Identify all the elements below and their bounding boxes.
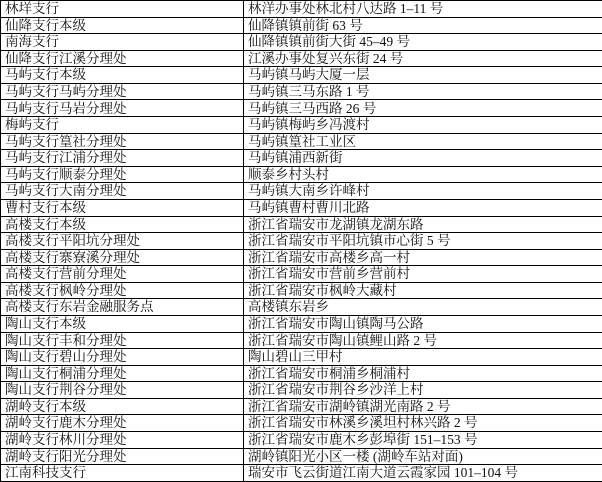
branch-name-cell: 湖岭支行阳光分理处 <box>1 448 244 465</box>
table-row <box>1 216 602 233</box>
branch-name-cell: 高楼支行枫岭分理处 <box>1 282 244 299</box>
table-row <box>1 282 602 299</box>
branch-name-cell: 湖岭支行林川分理处 <box>1 432 244 449</box>
branch-name-cell: 仙降支行江溪分理处 <box>1 50 244 67</box>
table-row <box>1 150 602 167</box>
branch-name-cell: 南海支行 <box>1 34 244 51</box>
branch-address-cell: 浙江省瑞安市荆谷乡沙洋上村 <box>244 382 602 399</box>
branch-name-cell: 高楼支行平阳坑分理处 <box>1 233 244 250</box>
table-row <box>1 1 602 18</box>
table-row <box>1 199 602 216</box>
branch-name-cell: 马屿支行大南分理处 <box>1 183 244 200</box>
branch-name-cell: 湖岭支行本级 <box>1 398 244 415</box>
table-row <box>1 249 602 266</box>
table-row <box>1 299 602 316</box>
branch-name-cell: 陶山支行荆谷分理处 <box>1 382 244 399</box>
table-row <box>1 83 602 100</box>
branch-address-cell: 浙江省瑞安市枫岭大藏村 <box>244 282 602 299</box>
branch-name-cell: 高楼支行营前分理处 <box>1 266 244 283</box>
table-row <box>1 166 602 183</box>
branch-address-cell: 浙江省瑞安市龙湖镇龙湖东路 <box>244 216 602 233</box>
branch-address-cell: 浙江省瑞安市陶山镇鲤山路 2 号 <box>244 332 602 349</box>
table-row <box>1 100 602 117</box>
branch-address-cell: 浙江省瑞安市平阳坑镇市心街 5 号 <box>244 233 602 250</box>
branch-name-cell: 马屿支行马岩分理处 <box>1 100 244 117</box>
table-row <box>1 432 602 449</box>
table-row <box>1 233 602 250</box>
branch-address-cell: 浙江省瑞安市营前乡营前村 <box>244 266 602 283</box>
branch-address-cell: 林洋办事处林北村八达路 1–11 号 <box>244 1 602 18</box>
table-row <box>1 332 602 349</box>
branch-address-cell: 浙江省瑞安市湖岭镇湖光南路 2 号 <box>244 398 602 415</box>
branch-address-cell: 马屿镇梅屿乡冯渡村 <box>244 117 602 134</box>
branch-name-cell: 仙降支行本级 <box>1 17 244 34</box>
branch-address-cell: 马屿镇三马东路 1 号 <box>244 83 602 100</box>
table-row <box>1 315 602 332</box>
branch-name-cell: 陶山支行桐浦分理处 <box>1 365 244 382</box>
table-row <box>1 34 602 51</box>
branch-address-cell: 瑞安市飞云街道江南大道云霞家园 101–104 号 <box>244 465 602 482</box>
table-row <box>1 415 602 432</box>
table-row <box>1 50 602 67</box>
branch-address-cell: 浙江省瑞安市鹿木乡彭埠街 151–153 号 <box>244 432 602 449</box>
branch-name-cell: 陶山支行本级 <box>1 315 244 332</box>
branch-address-cell: 浙江省瑞安市高楼乡高一村 <box>244 249 602 266</box>
branch-name-cell: 陶山支行丰和分理处 <box>1 332 244 349</box>
table-row <box>1 117 602 134</box>
branch-address-cell: 江溪办事处复兴东街 24 号 <box>244 50 602 67</box>
branch-address-cell: 仙降镇镇前街大街 45–49 号 <box>244 34 602 51</box>
branch-address-cell: 马屿镇曹村曹川北路 <box>244 199 602 216</box>
table-row <box>1 133 602 150</box>
branch-address-cell: 陶山碧山三甲村 <box>244 349 602 366</box>
branch-address-cell: 浙江省瑞安市桐浦乡桐浦村 <box>244 365 602 382</box>
table-row <box>1 448 602 465</box>
branch-address-cell: 顺泰乡村头村 <box>244 166 602 183</box>
branch-address-cell: 马屿镇三马西路 26 号 <box>244 100 602 117</box>
table-row <box>1 349 602 366</box>
branch-name-cell: 马屿支行马屿分理处 <box>1 83 244 100</box>
branch-name-cell: 高楼支行寨寮溪分理处 <box>1 249 244 266</box>
branch-name-cell: 湖岭支行鹿木分理处 <box>1 415 244 432</box>
table-row <box>1 67 602 84</box>
branch-address-cell: 仙降镇镇前街 63 号 <box>244 17 602 34</box>
branch-address-cell: 马屿镇浦西新街 <box>244 150 602 167</box>
branch-address-cell: 浙江省瑞安市林溪乡溪坦村林兴路 2 号 <box>244 415 602 432</box>
table-row <box>1 365 602 382</box>
branch-address-cell: 马屿镇篁社工业区 <box>244 133 602 150</box>
branch-name-cell: 马屿支行江浦分理处 <box>1 150 244 167</box>
table-row <box>1 183 602 200</box>
branch-address-cell: 高楼镇东岩乡 <box>244 299 602 316</box>
branch-address-cell: 湖岭镇阳光小区一楼 (湖岭车站对面) <box>244 448 602 465</box>
branch-address-cell: 马屿镇马屿大厦一层 <box>244 67 602 84</box>
table-row <box>1 382 602 399</box>
branch-name-cell: 马屿支行本级 <box>1 67 244 84</box>
branch-name-cell: 高楼支行东岩金融服务点 <box>1 299 244 316</box>
branch-name-cell: 陶山支行碧山分理处 <box>1 349 244 366</box>
branch-name-cell: 高楼支行本级 <box>1 216 244 233</box>
branch-name-cell: 马屿支行顺泰分理处 <box>1 166 244 183</box>
branch-name-cell: 江南科技支行 <box>1 465 244 482</box>
branch-address-cell: 马屿镇大南乡许峰村 <box>244 183 602 200</box>
table-row <box>1 266 602 283</box>
table-row <box>1 17 602 34</box>
branch-address-cell: 浙江省瑞安市陶山镇陶马公路 <box>244 315 602 332</box>
branch-name-cell: 梅屿支行 <box>1 117 244 134</box>
table-row <box>1 465 602 482</box>
branch-name-cell: 林垟支行 <box>1 1 244 18</box>
branch-name-cell: 马屿支行篁社分理处 <box>1 133 244 150</box>
branch-table-body <box>1 1 602 482</box>
table-row <box>1 398 602 415</box>
branch-name-cell: 曹村支行本级 <box>1 199 244 216</box>
